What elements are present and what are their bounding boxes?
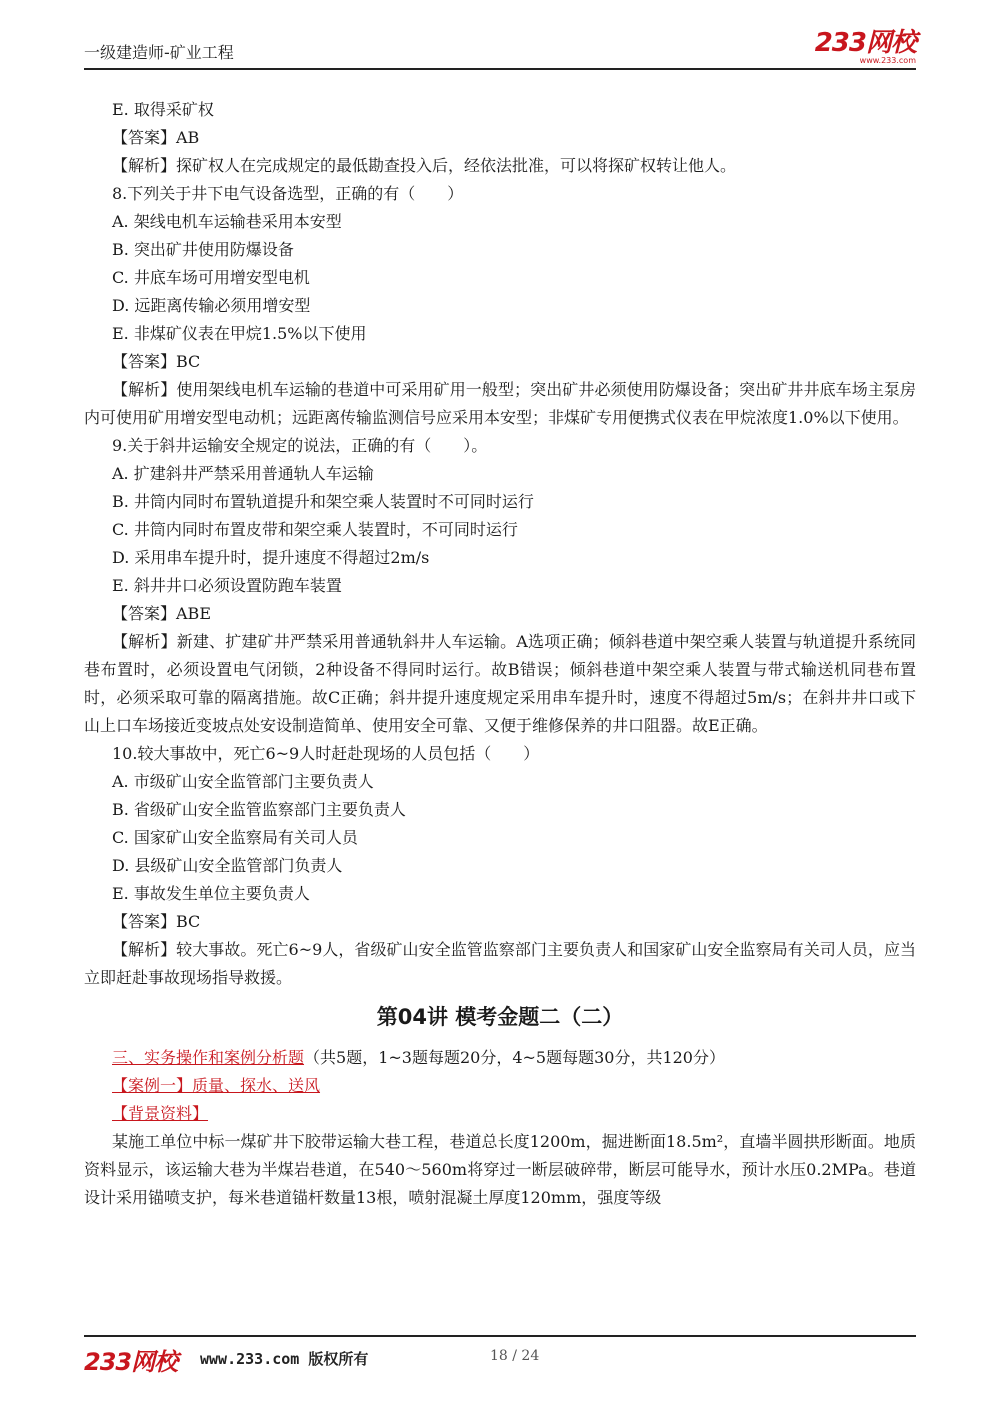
page-body xyxy=(84,96,916,1212)
answer: 【答案】BC xyxy=(112,352,201,371)
section-heading: 第04讲 模考金题二（二） xyxy=(376,1005,624,1029)
option-c: C. 国家矿山安全监察局有关司人员 xyxy=(112,828,358,847)
question-10: 10.较大事故中，死亡6~9人时赶赴现场的人员包括（ ） xyxy=(112,744,540,763)
option-e: E. 非煤矿仪表在甲烷1.5%以下使用 xyxy=(112,324,367,343)
analysis: 【解析】使用架线电机车运输的巷道中可采用矿用一般型；突出矿井必须使用防爆设备；突出矿井井底车场主泵房内可使用矿用增安型电动机；远距离传输监测信号应采用本安型；非煤矿专用便携式仪表在甲烷浓度1.0%以下使用。 xyxy=(84,380,916,427)
option-c: C. 井筒内同时布置皮带和架空乘人装置时，不可同时运行 xyxy=(112,520,518,539)
case-label: 【案例一】质量、探水、送风 xyxy=(112,1076,321,1095)
footer-divider xyxy=(84,1335,916,1337)
background-text: 某施工单位中标一煤矿井下胶带运输大巷工程，巷道总长度1200m，掘进断面18.5m²，直墙半圆拱形断面。地质资料显示，该运输大巷为半煤岩巷道，在540～560m将穿过一断层破碎带，断层可能导水，预计水压0.2MPa。巷道设计采用锚喷支护，每米巷道锚杆数量13根，喷射混凝土厚度120mm，强度等级 xyxy=(84,1132,916,1207)
option-a: A. 扩建斜井严禁采用普通轨人车运输 xyxy=(112,464,374,483)
footer xyxy=(84,1342,916,1376)
option-a: A. 架线电机车运输巷采用本安型 xyxy=(112,212,342,231)
part-scoring: （共5题，1~3题每题20分，4~5题每题30分，共120分） xyxy=(304,1048,725,1067)
header-title: 一级建造师-矿业工程 xyxy=(84,43,234,62)
background-title xyxy=(84,1100,916,1128)
logo-text: 233网校 xyxy=(814,28,916,58)
option-b: B. 省级矿山安全监管监察部门主要负责人 xyxy=(112,800,406,819)
answer: 【答案】ABE xyxy=(112,604,211,623)
footer-copyright: www.233.com 版权所有 xyxy=(200,1350,369,1368)
analysis: 【解析】探矿权人在完成规定的最低勘查投入后，经依法批准，可以将探矿权转让他人。 xyxy=(112,156,737,175)
option-c: C. 井底车场可用增安型电机 xyxy=(112,268,310,287)
footer-logo: 233网校 xyxy=(84,1348,178,1376)
question-9: 9.关于斜井运输安全规定的说法，正确的有（ ）。 xyxy=(112,436,488,455)
option-a: A. 市级矿山安全监管部门主要负责人 xyxy=(112,772,374,791)
option-e: E. 取得采矿权 xyxy=(112,100,214,119)
option-d: D. 远距离传输必须用增安型 xyxy=(112,296,311,315)
question-8: 8.下列关于井下电气设备选型，正确的有（ ） xyxy=(112,184,464,203)
case-title xyxy=(84,1072,916,1100)
option-d: D. 县级矿山安全监管部门负责人 xyxy=(112,856,343,875)
header-divider xyxy=(84,68,916,70)
option-e: E. 斜井井口必须设置防跑车装置 xyxy=(112,576,342,595)
option-e: E. 事故发生单位主要负责人 xyxy=(112,884,310,903)
part-label: 三、实务操作和案例分析题 xyxy=(112,1048,305,1067)
background-label: 【背景资料】 xyxy=(112,1104,209,1123)
option-b: B. 井筒内同时布置轨道提升和架空乘人装置时不可同时运行 xyxy=(112,492,534,511)
option-b: B. 突出矿井使用防爆设备 xyxy=(112,240,294,259)
part-title xyxy=(84,1044,916,1072)
answer: 【答案】AB xyxy=(112,128,200,147)
answer: 【答案】BC xyxy=(112,912,201,931)
logo-url: www.233.com xyxy=(859,56,916,65)
brand-logo xyxy=(815,30,916,65)
page-number: 18 / 24 xyxy=(490,1348,540,1364)
analysis: 【解析】新建、扩建矿井严禁采用普通轨斜井人车运输。A选项正确；倾斜巷道中架空乘人装置与轨道提升系统同巷布置时，必须设置电气闭锁，2种设备不得同时运行。故B错误；倾斜巷道中架空乘人装置与带式输送机同巷布置时，必须采取可靠的隔离措施。故C正确；斜井提升速度规定采用串车提升时，速度不得超过5m/s；在斜井井口或下山上口车场接近变坡点处安设制造简单、使用安全可靠、又便于维修保养的井口阻器。故E正确。 xyxy=(84,632,916,735)
analysis: 【解析】较大事故。死亡6~9人，省级矿山安全监管监察部门主要负责人和国家矿山安全监察局有关司人员，应当立即赶赴事故现场指导救援。 xyxy=(84,940,916,987)
option-d: D. 采用串车提升时，提升速度不得超过2m/s xyxy=(112,548,430,567)
